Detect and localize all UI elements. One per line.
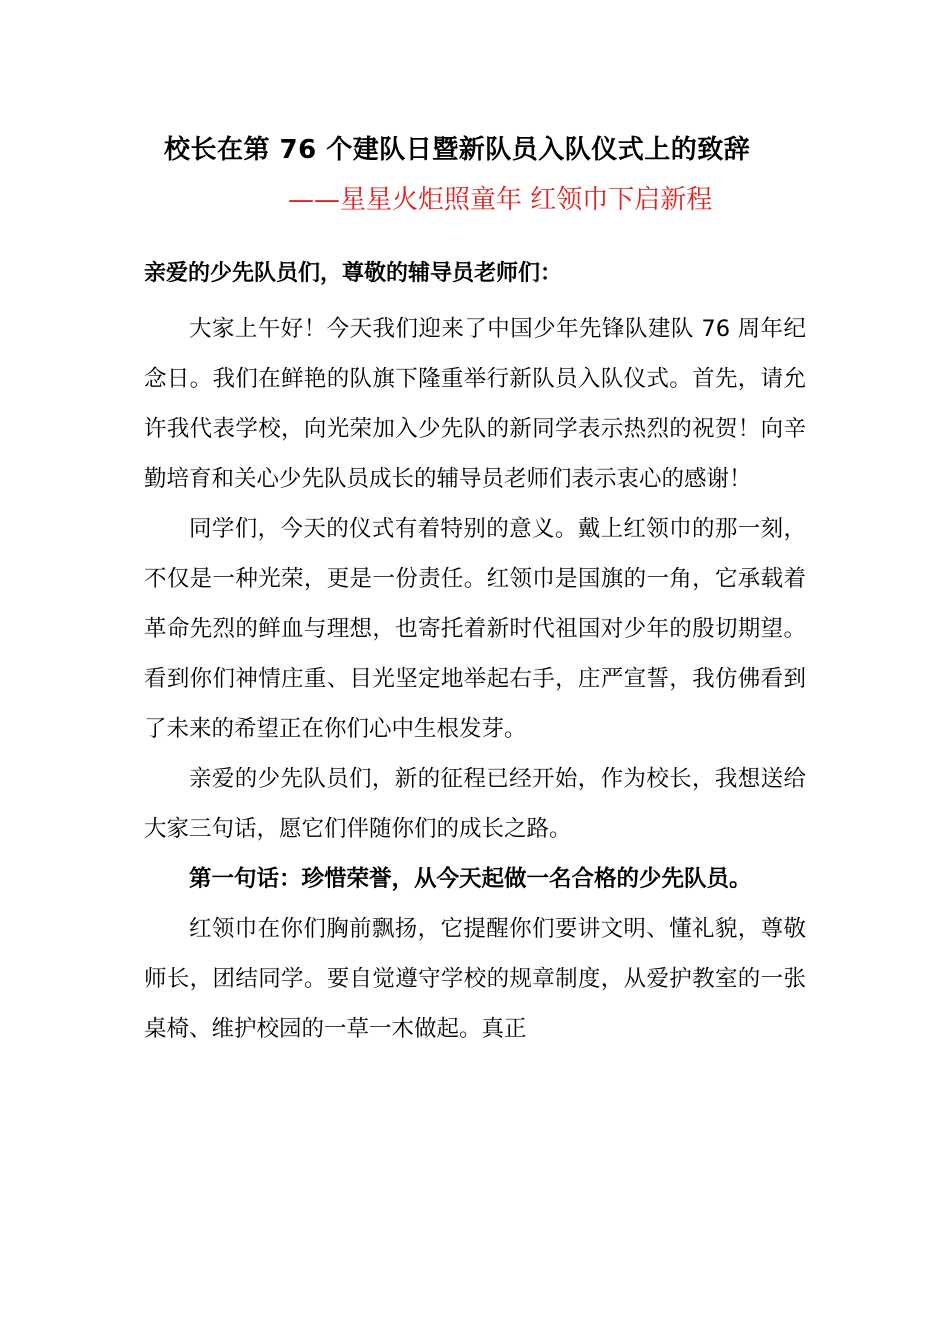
section-heading-first-sentence: 第一句话：珍惜荣誉，从今天起做一名合格的少先队员。 <box>189 866 752 892</box>
salutation: 亲爱的少先队员们，尊敬的辅导员老师们： <box>144 261 563 286</box>
document-subtitle: ——星星火炬照童年 红领巾下启新程 <box>288 185 713 215</box>
paragraph-three-sentences: 亲爱的少先队员们，新的征程已经开始，作为校长，我想送给大家三句话，愿它们伴随你们的成长之路。 <box>144 766 806 842</box>
paragraph-red-scarf: 红领巾在你们胸前飘扬，它提醒你们要讲文明、懂礼貌，尊敬师长，团结同学。要自觉遵守学校的规章制度，从爱护教室的一张桌椅、维护校园的一草一木做起。真正 <box>144 916 806 1042</box>
document-title: 校长在第 76 个建队日暨新队员入队仪式上的致辞 <box>164 135 751 165</box>
paragraph-meaning: 同学们，今天的仪式有着特别的意义。戴上红领巾的那一刻，不仅是一种光荣，更是一份责任。红领巾是国旗的一角，它承载着革命先烈的鲜血与理想，也寄托着新时代祖国对少年的殷切期望。看到你们神情庄重、目光坚定地举起右手，庄严宣誓，我仿佛看到了未来的希望正在你们心中生根发芽。 <box>144 516 806 742</box>
document-body <box>144 304 806 1054</box>
paragraph-greeting: 大家上午好！今天我们迎来了中国少年先锋队建队 76 周年纪念日。我们在鲜艳的队旗下隆重举行新队员入队仪式。首先，请允许我代表学校，向光荣加入少先队的新同学表示热烈的祝贺！向辛勤培育和关心少先队员成长的辅导员老师们表示衷心的感谢！ <box>144 316 806 492</box>
